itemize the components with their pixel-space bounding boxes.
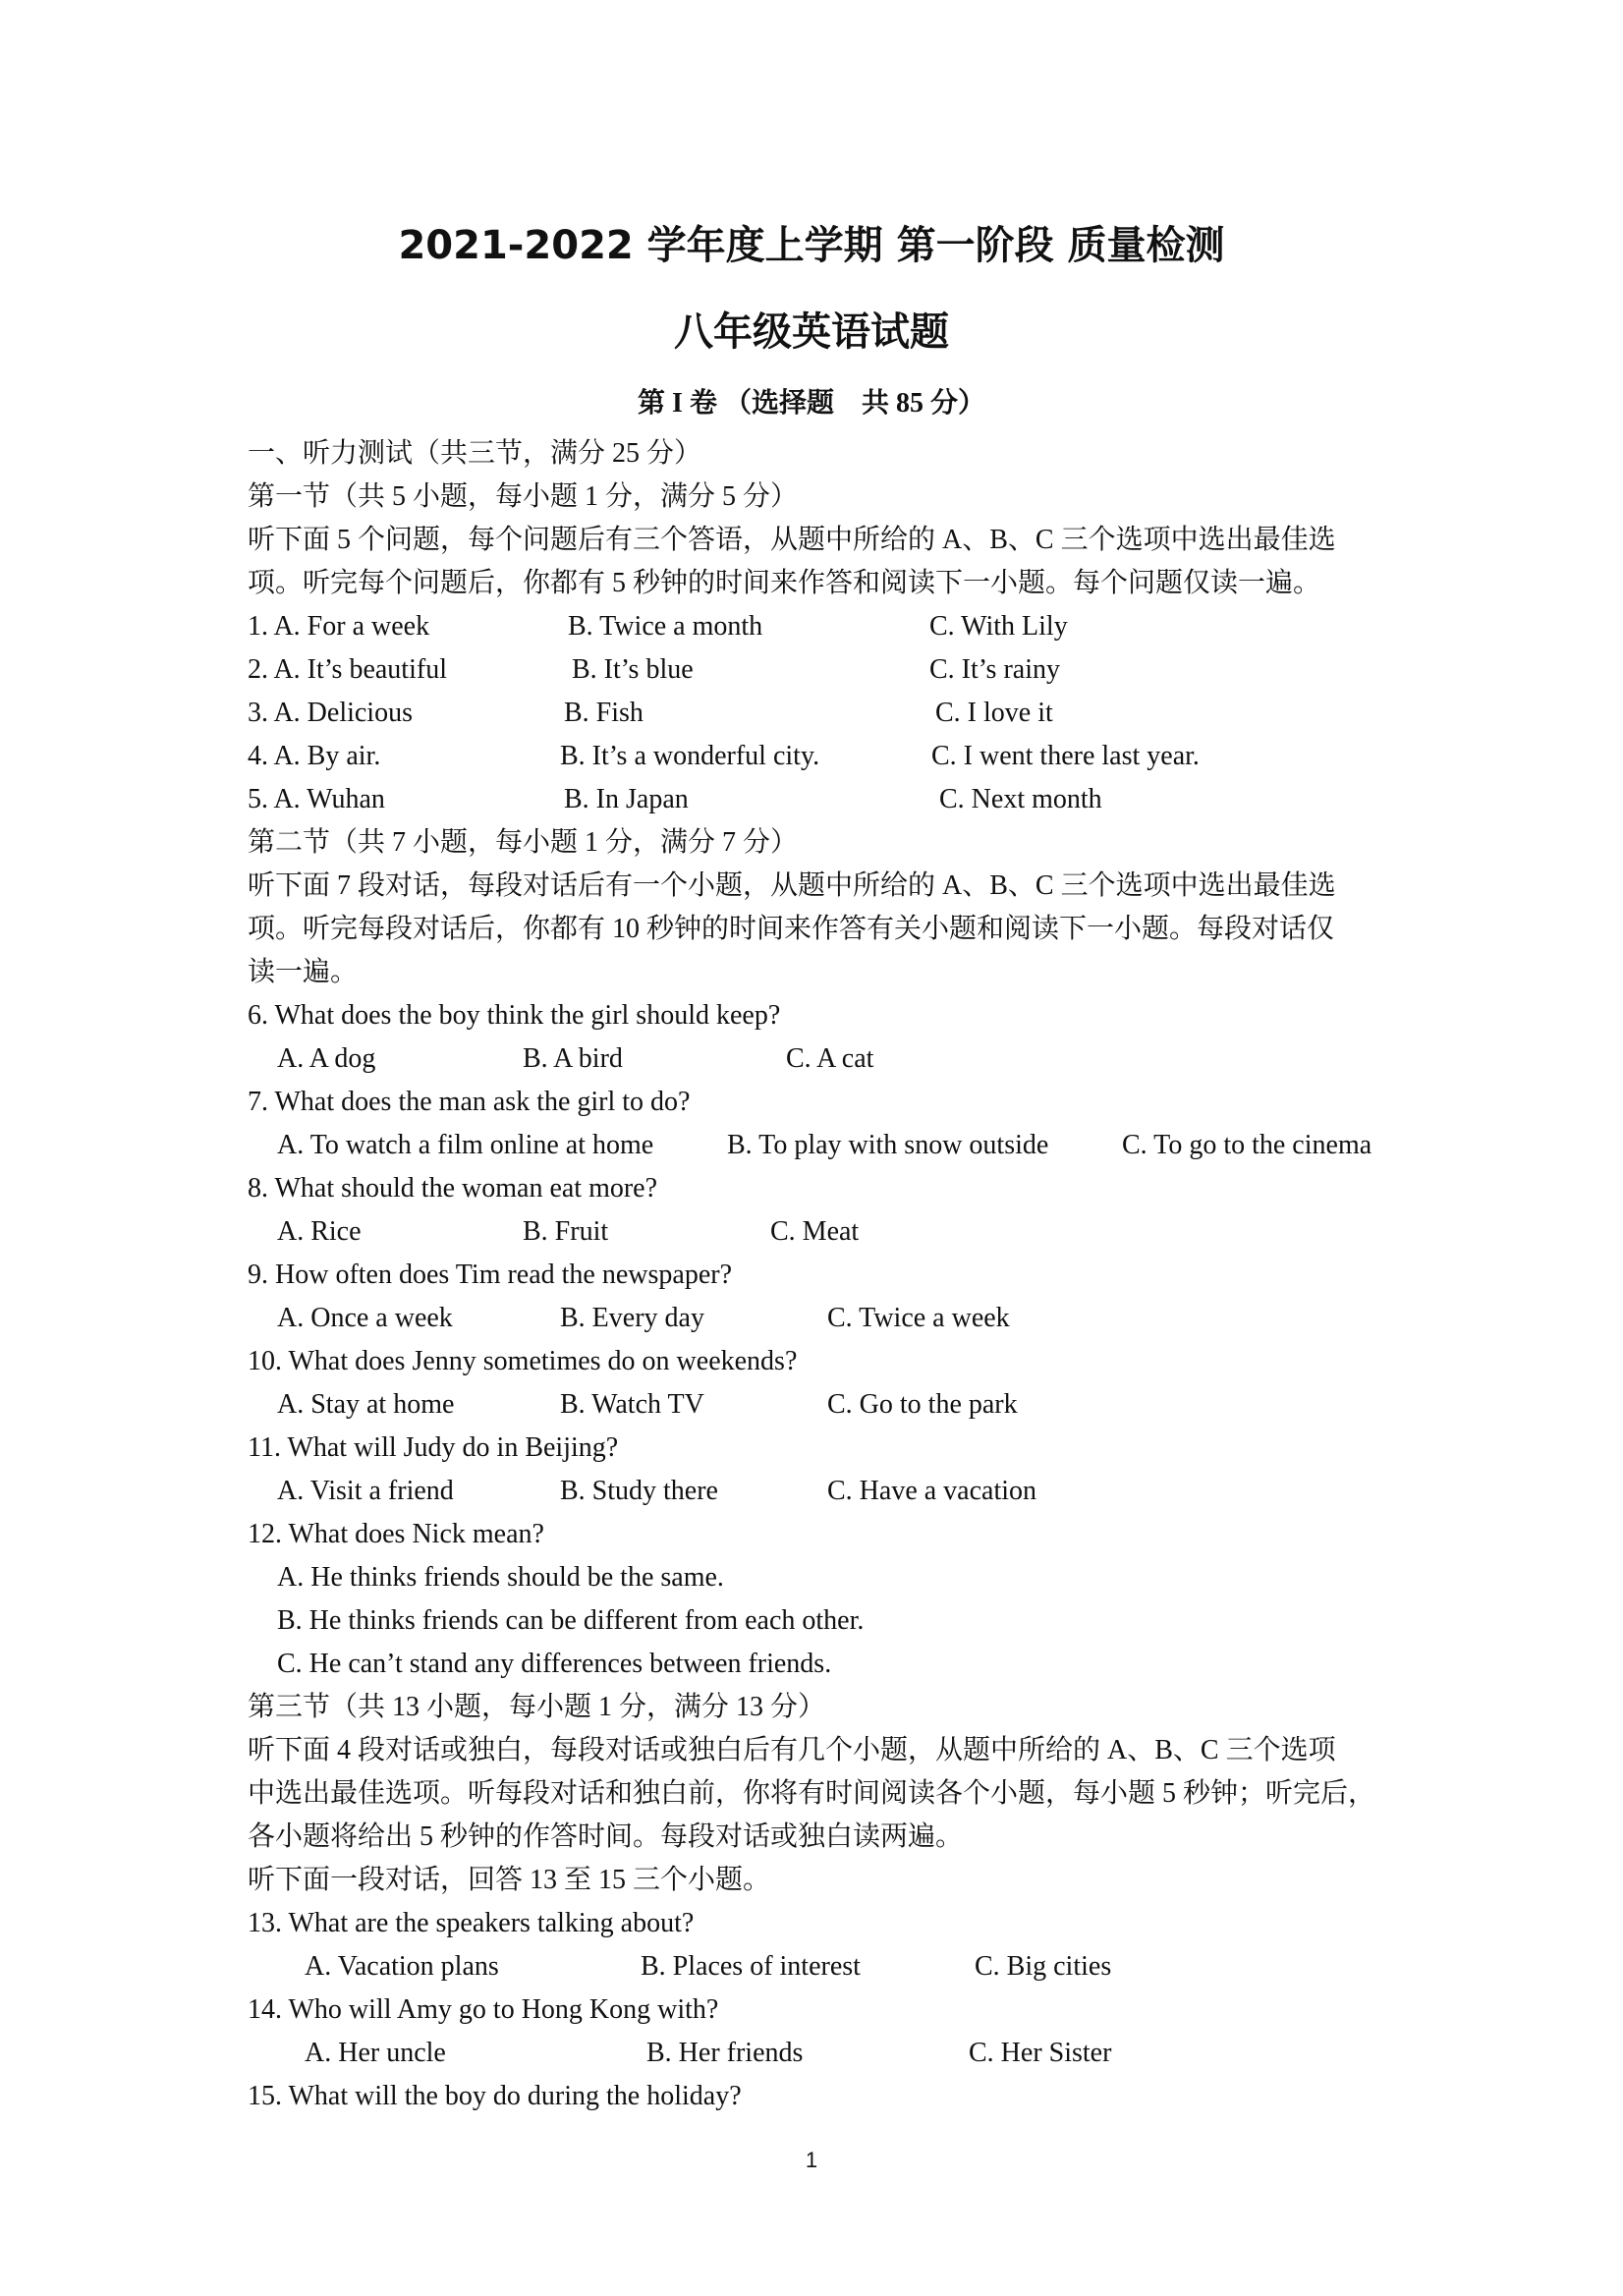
- option-c: C. It’s rainy: [929, 654, 1060, 685]
- option-a: A. Once a week: [277, 1303, 453, 1333]
- option-a: A. Visit a friend: [277, 1476, 454, 1506]
- volume-heading: 第 I 卷 （选择题 共 85 分）: [638, 388, 985, 419]
- option-b: B. Watch TV: [560, 1389, 704, 1420]
- option-c: C. Twice a week: [827, 1303, 1010, 1333]
- option-c: C. A cat: [786, 1043, 874, 1074]
- option-c: C. Meat: [770, 1216, 860, 1247]
- instruction-line: 各小题将给出 5 秒钟的作答时间。每段对话或独白读两遍。: [248, 1821, 964, 1852]
- option-b: B. It’s blue: [572, 654, 694, 685]
- option-c: C. Have a vacation: [827, 1476, 1037, 1506]
- option-a: A. He thinks friends should be the same.: [277, 1562, 724, 1593]
- option-a: 1. A. For a week: [248, 611, 430, 642]
- question-text: 7. What does the man ask the girl to do?: [248, 1087, 691, 1117]
- option-c: C. I love it: [935, 698, 1053, 728]
- instruction-line: 听下面 7 段对话，每段对话后有一个小题，从题中所给的 A、B、C 三个选项中选出最佳选: [248, 870, 1336, 901]
- option-c: C. Her Sister: [969, 2038, 1112, 2068]
- question-text: 14. Who will Amy go to Hong Kong with?: [248, 1994, 719, 2025]
- instruction-line: 听下面 5 个问题，每个问题后有三个答语，从题中所给的 A、B、C 三个选项中选出最佳选: [248, 525, 1336, 555]
- section-heading: 第一节（共 5 小题，每小题 1 分，满分 5 分）: [248, 481, 799, 512]
- option-a: A. Rice: [277, 1216, 362, 1247]
- question-text: 11. What will Judy do in Beijing?: [248, 1432, 619, 1463]
- option-a: 2. A. It’s beautiful: [248, 654, 447, 685]
- option-a: A. Her uncle: [305, 2038, 446, 2068]
- option-b: B. He thinks friends can be different from each other.: [277, 1605, 865, 1636]
- option-c: C. He can’t stand any differences between friends.: [277, 1649, 832, 1679]
- option-c: C. Big cities: [975, 1951, 1112, 1982]
- instruction-line: 读一遍。: [248, 957, 359, 987]
- option-c: C. Go to the park: [827, 1389, 1018, 1420]
- option-a: A. Stay at home: [277, 1389, 455, 1420]
- option-a: A. Vacation plans: [305, 1951, 499, 1982]
- option-b: B. Fruit: [523, 1216, 609, 1247]
- option-c: C. With Lily: [929, 611, 1068, 642]
- section-heading: 第三节（共 13 小题，每小题 1 分，满分 13 分）: [248, 1692, 826, 1722]
- option-a: A. To watch a film online at home: [277, 1130, 654, 1160]
- dialog-intro: 听下面一段对话，回答 13 至 15 三个小题。: [248, 1865, 771, 1895]
- question-text: 9. How often does Tim read the newspaper?: [248, 1260, 733, 1290]
- exam-title: 2021-2022 学年度上学期 第一阶段 质量检测: [398, 223, 1225, 268]
- instruction-line: 听下面 4 段对话或独白，每段对话或独白后有几个小题，从题中所给的 A、B、C 三个选项: [248, 1735, 1336, 1765]
- instruction-line: 中选出最佳选项。听每段对话和独白前，你将有时间阅读各个小题，每小题 5 秒钟；听完后，: [248, 1778, 1376, 1809]
- option-b: B. To play with snow outside: [727, 1130, 1049, 1160]
- option-c: C. I went there last year.: [931, 741, 1200, 771]
- option-b: B. Twice a month: [568, 611, 763, 642]
- option-b: B. Fish: [564, 698, 644, 728]
- instruction-line: 项。听完每段对话后，你都有 10 秒钟的时间来作答有关小题和阅读下一小题。每段对话仅: [248, 914, 1335, 944]
- question-text: 12. What does Nick mean?: [248, 1519, 544, 1549]
- question-text: 13. What are the speakers talking about?: [248, 1908, 695, 1938]
- option-c: C. To go to the cinema: [1122, 1130, 1372, 1160]
- question-text: 8. What should the woman eat more?: [248, 1173, 658, 1204]
- option-c: C. Next month: [939, 784, 1102, 814]
- option-b: B. Places of interest: [641, 1951, 861, 1982]
- option-b: B. Her friends: [646, 2038, 804, 2068]
- question-text: 10. What does Jenny sometimes do on weekends?: [248, 1346, 798, 1376]
- option-a: 5. A. Wuhan: [248, 784, 385, 814]
- instruction-line: 项。听完每个问题后，你都有 5 秒钟的时间来作答和阅读下一小题。每个问题仅读一遍。: [248, 568, 1321, 598]
- option-a: 4. A. By air.: [248, 741, 381, 771]
- section-heading: 第二节（共 7 小题，每小题 1 分，满分 7 分）: [248, 827, 799, 858]
- option-b: B. In Japan: [564, 784, 689, 814]
- option-b: B. Study there: [560, 1476, 718, 1506]
- page-number: 1: [805, 2148, 818, 2172]
- exam-subtitle: 八年级英语试题: [674, 309, 949, 355]
- question-text: 15. What will the boy do during the holiday?: [248, 2081, 742, 2111]
- option-a: 3. A. Delicious: [248, 698, 413, 728]
- option-b: B. A bird: [523, 1043, 623, 1074]
- part-heading: 一、听力测试（共三节，满分 25 分）: [248, 438, 702, 469]
- option-b: B. It’s a wonderful city.: [560, 741, 820, 771]
- option-a: A. A dog: [277, 1043, 376, 1074]
- option-b: B. Every day: [560, 1303, 704, 1333]
- question-text: 6. What does the boy think the girl should keep?: [248, 1000, 781, 1031]
